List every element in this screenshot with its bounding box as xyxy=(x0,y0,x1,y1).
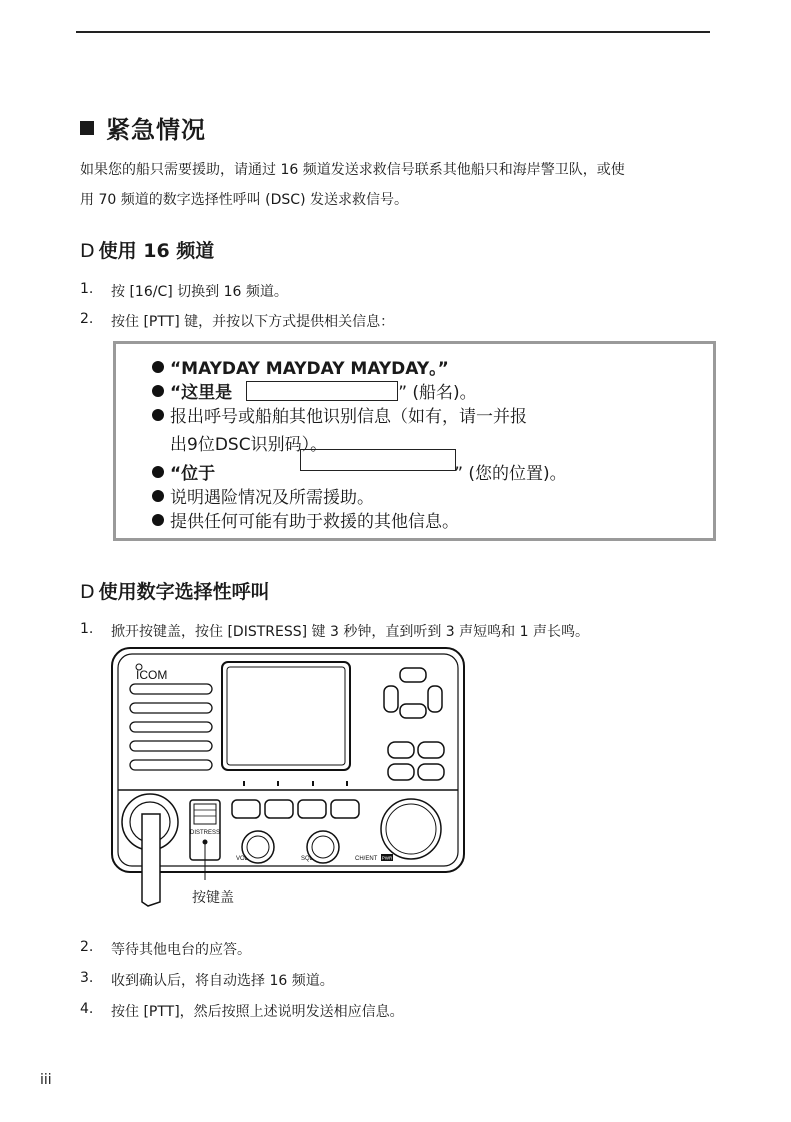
heading-marker: D xyxy=(80,240,95,262)
soft-key[interactable] xyxy=(265,800,293,818)
vessel-name-blank xyxy=(246,381,398,401)
keypad-button[interactable] xyxy=(384,686,398,712)
keypad-button[interactable] xyxy=(418,742,444,758)
bullet-icon xyxy=(152,514,164,526)
box-line-position: “位于 ” (您的位置)。 xyxy=(152,462,567,486)
dsc-step-3: 3. 收到确认后，将自动选择 16 频道。 xyxy=(80,970,334,989)
channel-dial[interactable] xyxy=(381,799,441,859)
key-cover-callout: 按键盖 xyxy=(192,890,234,906)
square-bullet-icon xyxy=(80,121,94,135)
bullet-icon xyxy=(152,490,164,502)
soft-key[interactable] xyxy=(232,800,260,818)
bullet-icon xyxy=(152,385,164,397)
bullet-icon xyxy=(152,466,164,478)
dsc-step-1: 1. 掀开按键盖，按住 [DISTRESS] 键 3 秒钟，直到听到 3 声短鸣和 1 声长鸣。 xyxy=(80,621,589,640)
section-title: 紧急情况 xyxy=(80,110,206,145)
heading-marker: D xyxy=(80,581,95,603)
sql-label: SQL xyxy=(301,856,314,862)
intro-line-2: 用 70 频道的数字选择性呼叫 (DSC) 发送求救信号。 xyxy=(80,192,408,208)
radio-illustration xyxy=(108,644,468,914)
keypad-button[interactable] xyxy=(388,764,414,780)
box-line-other-info: 提供任何可能有助于救援的其他信息。 xyxy=(152,510,459,534)
soft-key[interactable] xyxy=(298,800,326,818)
dsc-heading: D 使用数字选择性呼叫 xyxy=(80,581,270,603)
dsc-step-2: 2. 等待其他电台的应答。 xyxy=(80,939,251,958)
ch16-heading: D 使用 16 频道 xyxy=(80,240,215,262)
soft-key[interactable] xyxy=(331,800,359,818)
ch16-step-1: 1. 按 [16/C] 切换到 16 频道。 xyxy=(80,281,288,300)
ch16-step-2: 2. 按住 [PTT] 键，并按以下方式提供相关信息： xyxy=(80,311,395,330)
radio-display xyxy=(222,662,350,770)
svg-text:PWR: PWR xyxy=(381,855,393,861)
top-rule xyxy=(76,31,710,33)
box-line-this-is: “这里是 ” (船名)。 xyxy=(152,381,477,405)
intro-line-1: 如果您的船只需要援助，请通过 16 频道发送求救信号联系其他船只和海岸警卫队，或使 xyxy=(80,162,625,178)
keypad-button[interactable] xyxy=(400,668,426,682)
box-line-distress: 说明遇险情况及所需援助。 xyxy=(152,486,374,510)
keypad-button[interactable] xyxy=(400,704,426,718)
keypad-button[interactable] xyxy=(418,764,444,780)
keypad-button[interactable] xyxy=(428,686,442,712)
bullet-icon xyxy=(152,409,164,421)
box-line-callsign-cont: 出9位DSC识别码）。 xyxy=(170,435,328,455)
chent-label: CH/ENT xyxy=(355,856,378,862)
bullet-icon xyxy=(152,361,164,373)
distress-label: DISTRESS xyxy=(189,830,221,836)
box-line-callsign: 报出呼号或船舶其他识别信息（如有，请一并报 xyxy=(152,405,527,429)
page-number: iii xyxy=(40,1072,52,1088)
brand-logo: ICOM xyxy=(136,668,168,682)
distress-button-icon[interactable] xyxy=(203,840,208,845)
box-line-mayday: “MAYDAY MAYDAY MAYDAY。” xyxy=(152,357,449,381)
vol-label: VOL xyxy=(236,856,249,862)
dsc-step-4: 4. 按住 [PTT]，然后按照上述说明发送相应信息。 xyxy=(80,1001,404,1020)
keypad-button[interactable] xyxy=(388,742,414,758)
